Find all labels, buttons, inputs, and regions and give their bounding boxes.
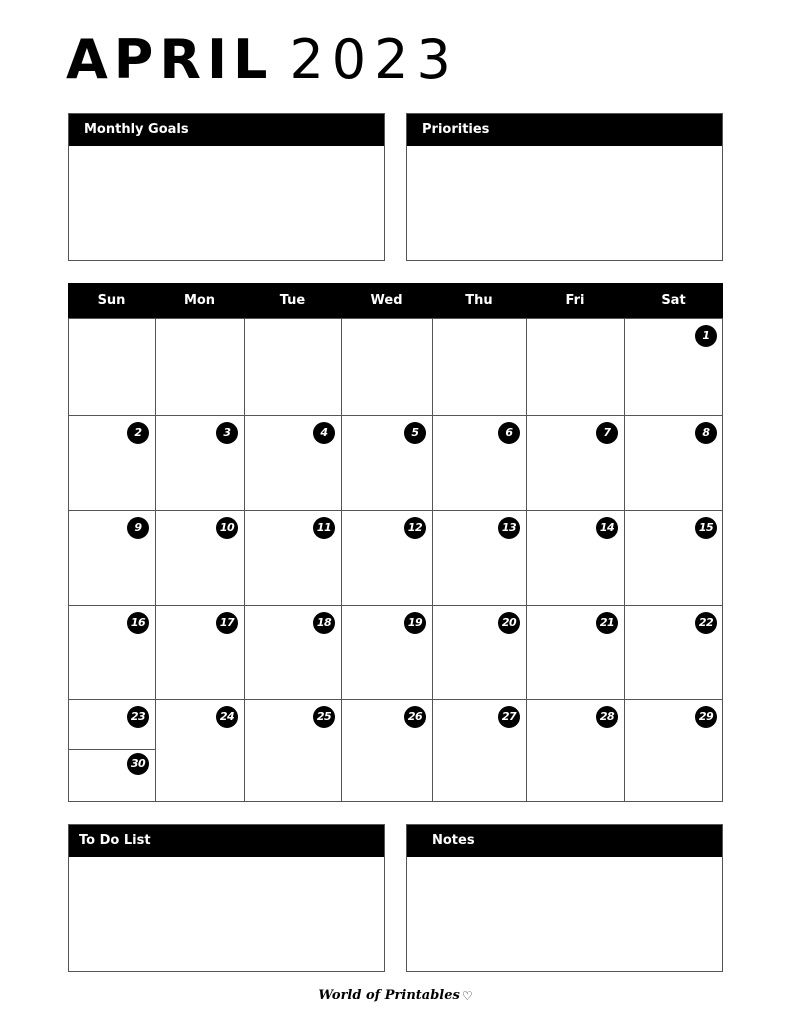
date-badge: 13 xyxy=(498,517,520,539)
footer-brand-text: World of Printables xyxy=(318,988,460,1003)
page-title xyxy=(66,30,459,90)
grid-hline xyxy=(68,801,723,802)
notes-header: Notes xyxy=(407,825,722,857)
grid-hline xyxy=(68,605,723,606)
grid-vline xyxy=(722,318,723,802)
priorities-header: Priorities xyxy=(407,114,722,146)
date-badge: 25 xyxy=(313,706,335,728)
grid-vline xyxy=(68,318,69,802)
date-badge: 28 xyxy=(596,706,618,728)
date-badge: 10 xyxy=(216,517,238,539)
date-badge: 14 xyxy=(596,517,618,539)
date-badge: 22 xyxy=(695,612,717,634)
monthly-goals-box[interactable] xyxy=(68,113,385,261)
todo-list-box[interactable] xyxy=(68,824,385,972)
date-badge: 17 xyxy=(216,612,238,634)
title-month: APRIL xyxy=(66,28,274,91)
weekday-sun: Sun xyxy=(97,293,126,308)
date-badge: 9 xyxy=(127,517,149,539)
heart-icon: ♡ xyxy=(461,989,473,1003)
date-badge: 12 xyxy=(404,517,426,539)
grid-hline xyxy=(68,510,723,511)
date-badge: 23 xyxy=(127,706,149,728)
grid-vline xyxy=(341,318,342,802)
weekday-wed: Wed xyxy=(370,293,403,308)
weekday-mon: Mon xyxy=(183,293,216,308)
date-badge: 29 xyxy=(695,706,717,728)
grid-hline xyxy=(68,699,723,700)
date-badge: 5 xyxy=(404,422,426,444)
weekday-fri: Fri xyxy=(565,293,585,308)
date-badge: 11 xyxy=(313,517,335,539)
date-badge: 16 xyxy=(127,612,149,634)
weekday-thu: Thu xyxy=(465,293,493,308)
todo-list-header: To Do List xyxy=(69,825,384,857)
date-badge: 4 xyxy=(313,422,335,444)
weekday-sat: Sat xyxy=(661,293,686,308)
date-badge: 20 xyxy=(498,612,520,634)
date-badge: 27 xyxy=(498,706,520,728)
monthly-goals-header: Monthly Goals xyxy=(69,114,384,146)
notes-box[interactable] xyxy=(406,824,723,972)
grid-vline xyxy=(155,318,156,802)
grid-vline xyxy=(432,318,433,802)
date-badge: 21 xyxy=(596,612,618,634)
date-badge: 24 xyxy=(216,706,238,728)
grid-vline xyxy=(244,318,245,802)
date-badge: 8 xyxy=(695,422,717,444)
footer-brand xyxy=(0,984,791,1008)
weekday-header xyxy=(68,283,723,318)
grid-vline xyxy=(526,318,527,802)
grid-hline xyxy=(68,318,723,319)
title-year: 2023 xyxy=(289,28,459,91)
date-badge: 30 xyxy=(127,753,149,775)
grid-split-line xyxy=(68,749,155,750)
date-badge: 18 xyxy=(313,612,335,634)
date-badge: 7 xyxy=(596,422,618,444)
date-badge: 3 xyxy=(216,422,238,444)
calendar-grid xyxy=(68,318,723,802)
weekday-tue: Tue xyxy=(279,293,306,308)
grid-vline xyxy=(624,318,625,802)
date-badge: 26 xyxy=(404,706,426,728)
date-badge: 19 xyxy=(404,612,426,634)
date-badge: 6 xyxy=(498,422,520,444)
date-badge: 1 xyxy=(695,325,717,347)
grid-hline xyxy=(68,415,723,416)
priorities-box[interactable] xyxy=(406,113,723,261)
date-badge: 15 xyxy=(695,517,717,539)
date-badge: 2 xyxy=(127,422,149,444)
